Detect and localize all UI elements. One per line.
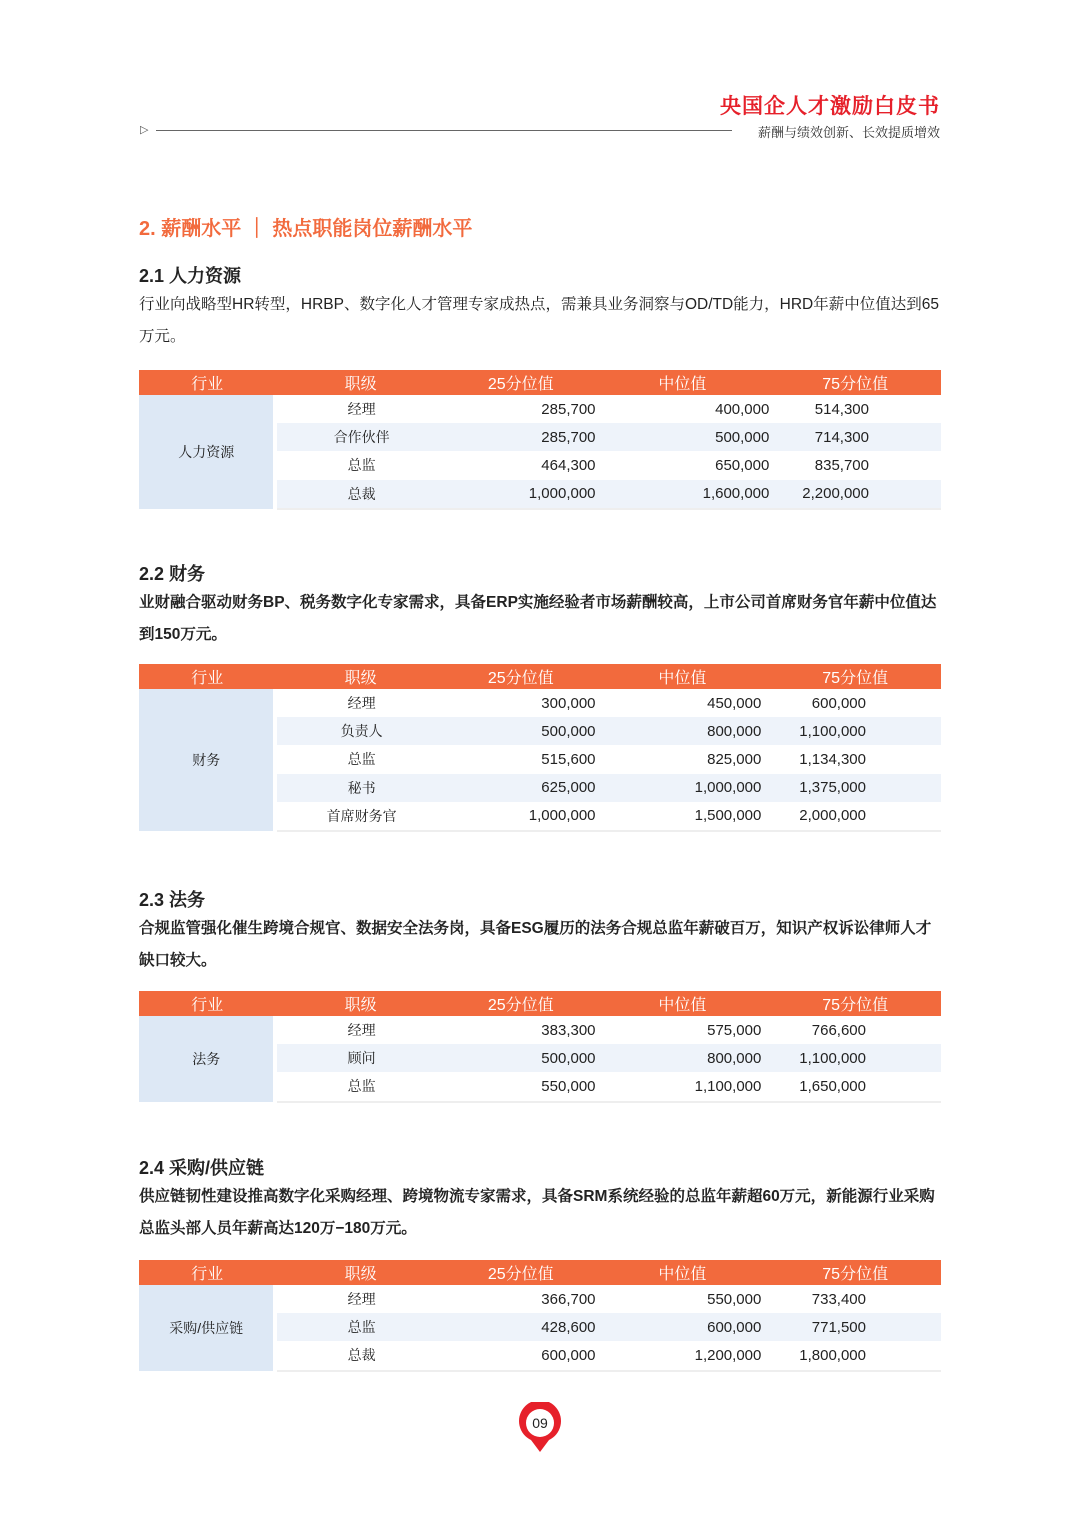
p75-cell: 733,400 xyxy=(811,1290,866,1308)
table-row xyxy=(139,1016,941,1044)
median-cell: 1,200,000 xyxy=(596,1341,770,1370)
p25-cell: 428,600 xyxy=(446,1313,596,1341)
p75-cell: 1,650,000 xyxy=(769,1072,941,1101)
subsection-description-hr: 行业向战略型HR转型，HRBP、数字化人才管理专家成热点，需兼具业务洞察与OD/TD能力，HRD年薪中位值达到65万元。 xyxy=(139,296,939,345)
level-cell: 总监 xyxy=(347,457,376,474)
col-header-industry: 行业 xyxy=(139,370,275,395)
col-header-level: 职级 xyxy=(275,664,446,689)
p25-cell: 500,000 xyxy=(446,1044,596,1072)
p75-cell: 766,600 xyxy=(811,1021,866,1039)
p25-cell: 500,000 xyxy=(446,717,596,745)
subsection-heading-procurement: 2.4 采购/供应链 xyxy=(139,1158,265,1178)
median-cell: 450,000 xyxy=(707,694,762,712)
p75-cell: 514,300 xyxy=(814,400,869,418)
subsection-description-finance: 业财融合驱动财务BP、税务数字化专家需求，具备ERP实施经验者市场薪酬较高，上市公司首席财务官年薪中位值达到150万元。 xyxy=(139,594,937,643)
median-cell: 400,000 xyxy=(715,400,770,418)
col-header-p25: 25分位值 xyxy=(446,991,596,1016)
level-cell: 秘书 xyxy=(275,774,446,802)
median-cell: 800,000 xyxy=(596,1044,770,1072)
col-header-p25: 25分位值 xyxy=(446,1260,596,1285)
col-header-level: 职级 xyxy=(275,370,446,395)
salary-table-finance xyxy=(139,664,941,832)
col-header-p75: 75分位值 xyxy=(769,664,941,689)
p75-cell: 1,100,000 xyxy=(769,717,941,745)
level-cell: 顾问 xyxy=(275,1044,446,1072)
document-subtitle: 薪酬与绩效创新、长效提质增效 xyxy=(757,125,940,140)
col-header-p25: 25分位值 xyxy=(446,664,596,689)
table-row xyxy=(139,689,941,717)
table-row xyxy=(139,1285,941,1313)
industry-cell: 采购/供应链 xyxy=(139,1285,275,1371)
median-cell: 1,500,000 xyxy=(596,802,770,831)
level-cell: 经理 xyxy=(347,695,376,712)
level-cell: 经理 xyxy=(347,401,376,418)
col-header-p75: 75分位值 xyxy=(769,370,941,395)
level-cell: 首席财务官 xyxy=(275,802,446,831)
subsection-description-procurement: 供应链韧性建设推高数字化采购经理、跨境物流专家需求，具备SRM系统经验的总监年薪超60万元，新能源行业采购总监头部人员年薪高达120万−180万元。 xyxy=(139,1188,935,1237)
p75-cell: 835,700 xyxy=(814,456,869,474)
p25-cell: 600,000 xyxy=(446,1341,596,1370)
col-header-level: 职级 xyxy=(275,1260,446,1285)
document-title: 央国企人才激励白皮书 xyxy=(720,95,940,118)
p25-cell: 464,300 xyxy=(541,456,596,474)
median-cell: 550,000 xyxy=(707,1290,762,1308)
col-header-p75: 75分位值 xyxy=(769,1260,941,1285)
p25-cell: 285,700 xyxy=(541,400,596,418)
section-title: 2. 薪酬水平 ｜ 热点职能岗位薪酬水平 xyxy=(139,218,473,240)
subsection-heading-finance: 2.2 财务 xyxy=(139,564,206,584)
median-cell: 800,000 xyxy=(596,717,770,745)
p25-cell: 550,000 xyxy=(446,1072,596,1101)
p75-cell: 771,500 xyxy=(769,1313,941,1341)
p25-cell: 285,700 xyxy=(446,423,596,451)
col-header-level: 职级 xyxy=(275,991,446,1016)
median-cell: 1,000,000 xyxy=(596,774,770,802)
page-number: 09 xyxy=(532,1415,548,1431)
level-cell: 经理 xyxy=(347,1291,376,1308)
p75-cell: 714,300 xyxy=(769,423,941,451)
salary-table-procurement xyxy=(139,1260,941,1372)
median-cell: 500,000 xyxy=(596,423,770,451)
p75-cell: 1,100,000 xyxy=(769,1044,941,1072)
level-cell: 经理 xyxy=(347,1022,376,1039)
col-header-p75: 75分位值 xyxy=(769,991,941,1016)
subsection-description-legal: 合规监管强化催生跨境合规官、数据安全法务岗，具备ESG履历的法务合规总监年薪破百万，知识产权诉讼律师人才缺口较大。 xyxy=(139,920,932,969)
salary-table-legal xyxy=(139,991,941,1103)
page-number-badge xyxy=(517,1402,563,1454)
p25-cell: 300,000 xyxy=(541,694,596,712)
p25-cell: 1,000,000 xyxy=(446,802,596,831)
subsection-heading-hr: 2.1 人力资源 xyxy=(139,266,242,286)
p75-cell: 1,134,300 xyxy=(799,750,866,768)
median-cell: 575,000 xyxy=(707,1021,762,1039)
col-header-median: 中位值 xyxy=(596,664,770,689)
median-cell: 650,000 xyxy=(715,456,770,474)
level-cell: 总裁 xyxy=(275,480,446,509)
median-cell: 1,600,000 xyxy=(596,480,770,509)
p25-cell: 625,000 xyxy=(446,774,596,802)
col-header-industry: 行业 xyxy=(139,1260,275,1285)
p25-cell: 383,300 xyxy=(541,1021,596,1039)
col-header-median: 中位值 xyxy=(596,1260,770,1285)
p75-cell: 600,000 xyxy=(811,694,866,712)
industry-cell: 财务 xyxy=(139,689,275,831)
header-rule xyxy=(156,130,732,131)
p25-cell: 1,000,000 xyxy=(446,480,596,509)
table-row xyxy=(139,395,941,423)
p25-cell: 515,600 xyxy=(541,750,596,768)
col-header-p25: 25分位值 xyxy=(446,370,596,395)
industry-cell: 法务 xyxy=(139,1016,275,1102)
col-header-industry: 行业 xyxy=(139,991,275,1016)
p75-cell: 2,000,000 xyxy=(769,802,941,831)
industry-cell: 人力资源 xyxy=(139,395,275,509)
p25-cell: 366,700 xyxy=(541,1290,596,1308)
median-cell: 1,100,000 xyxy=(596,1072,770,1101)
arrow-icon: ▷ xyxy=(140,124,149,136)
level-cell: 总监 xyxy=(275,1072,446,1101)
level-cell: 负责人 xyxy=(275,717,446,745)
median-cell: 600,000 xyxy=(596,1313,770,1341)
p75-cell: 1,375,000 xyxy=(769,774,941,802)
p75-cell: 1,800,000 xyxy=(769,1341,941,1370)
p75-cell: 2,200,000 xyxy=(769,480,941,509)
level-cell: 合作伙伴 xyxy=(275,423,446,451)
median-cell: 825,000 xyxy=(707,750,762,768)
level-cell: 总裁 xyxy=(275,1341,446,1370)
level-cell: 总监 xyxy=(275,1313,446,1341)
level-cell: 总监 xyxy=(347,751,376,768)
salary-table-hr xyxy=(139,370,941,510)
subsection-heading-legal: 2.3 法务 xyxy=(139,890,206,910)
col-header-median: 中位值 xyxy=(596,991,770,1016)
col-header-median: 中位值 xyxy=(596,370,770,395)
col-header-industry: 行业 xyxy=(139,664,275,689)
